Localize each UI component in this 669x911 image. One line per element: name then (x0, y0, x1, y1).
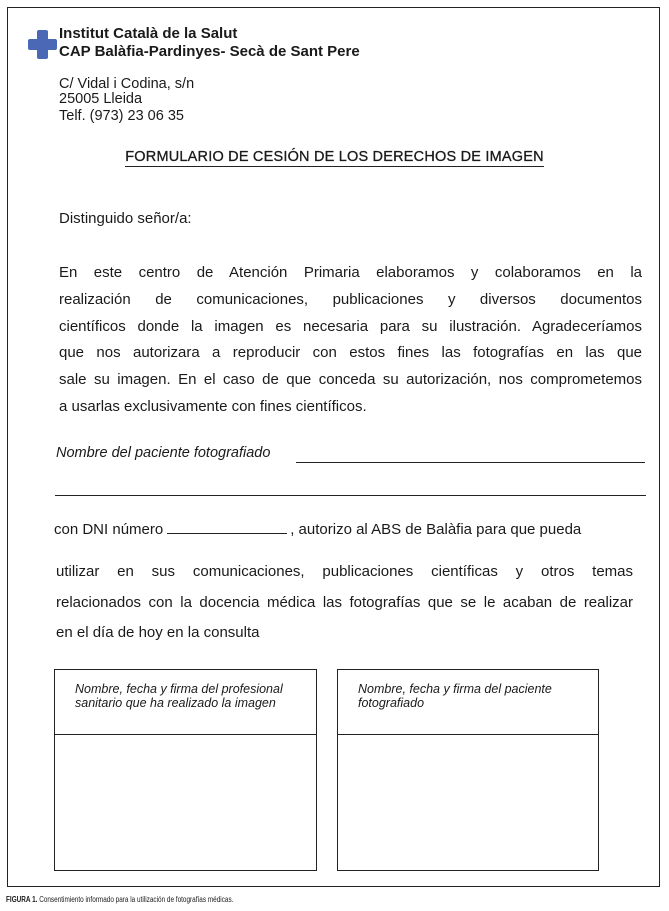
address-street: C/ Vidal i Codina, s/n (59, 76, 195, 92)
form-title-text: FORMULARIO DE CESIÓN DE LOS DERECHOS DE IMAGEN (125, 149, 544, 165)
professional-signature-label (55, 670, 316, 735)
intro-paragraph (59, 260, 642, 421)
intro-line: realización de comunicaciones, publicaciones y diversos documentos (59, 290, 642, 308)
figure-caption (6, 895, 233, 904)
authorization-paragraph (56, 557, 633, 649)
patient-name-field[interactable] (296, 462, 645, 463)
patient-signature-label (338, 670, 598, 735)
figure-label: FIGURA 1. (6, 895, 38, 904)
patient-name-label: Nombre del paciente fotografiado (56, 445, 271, 461)
authorization-line: utilizar en sus comunicaciones, publicaciones científicas y otros temas (56, 563, 633, 580)
dni-field[interactable] (167, 521, 287, 534)
intro-line: a usarlas exclusivamente con fines científicos. (59, 397, 367, 415)
intro-line: científicos donde la imagen es necesaria para su ilustración. Agradeceríamos (59, 317, 642, 335)
dni-sentence (54, 521, 581, 538)
patient-signature-box (337, 669, 599, 871)
address-phone: Telf. (973) 23 06 35 (59, 108, 184, 124)
greeting: Distinguido señor/a: (59, 210, 192, 227)
form-title (0, 149, 669, 165)
authorization-line: relacionados con la docencia médica las fotografías que se le acaban de realizar (56, 593, 633, 611)
blue-cross-icon (28, 30, 57, 59)
signature-label-line: fotografiado (358, 696, 425, 710)
intro-line: sale su imagen. En el caso de que conceda su autorización, nos comprometemos (59, 371, 642, 389)
intro-line: En este centro de Atención Primaria elaboramos y colaboramos en la (59, 264, 642, 281)
address-city: 25005 Lleida (59, 91, 143, 107)
professional-signature-box (54, 669, 317, 871)
professional-signature-area[interactable] (55, 735, 316, 870)
patient-signature-area[interactable] (338, 735, 598, 870)
intro-line: que nos autorizara a reproducir con estos fines las fotografías en las que (59, 344, 642, 362)
org-line-1: Institut Català de la Salut (59, 25, 238, 42)
signature-label-line: Nombre, fecha y firma del profesional (75, 682, 283, 696)
patient-name-field-continuation[interactable] (55, 495, 646, 496)
dni-suffix: , autorizo al ABS de Balàfia para que pueda (290, 521, 582, 538)
address-block (59, 77, 194, 124)
authorization-line: en el día de hoy en la consulta (56, 624, 260, 641)
dni-prefix: con DNI número (54, 521, 164, 538)
signature-label-line: Nombre, fecha y firma del paciente (358, 682, 552, 696)
cross-vertical-bar (37, 30, 48, 59)
organization-name (59, 25, 360, 61)
figure-caption-text: Consentimiento informado para la utilización de fotografías médicas. (37, 895, 234, 904)
signature-label-line: sanitario que ha realizado la imagen (75, 696, 276, 710)
org-line-2: CAP Balàfia-Pardinyes- Secà de Sant Pere (59, 43, 360, 60)
